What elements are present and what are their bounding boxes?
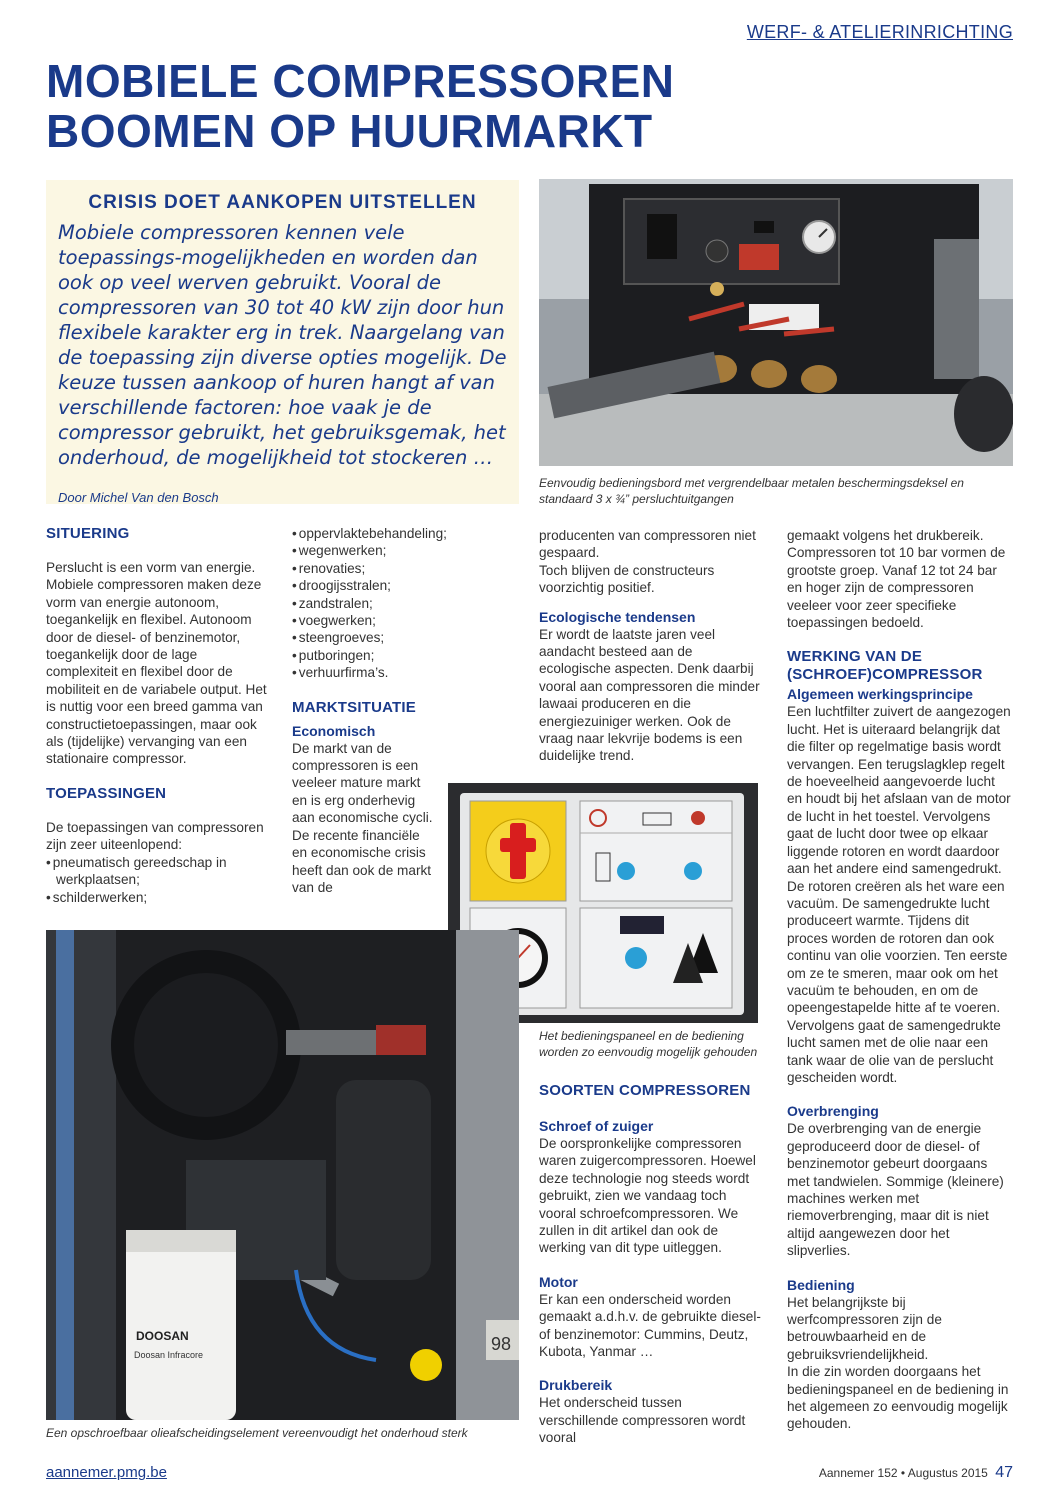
list-item: • renovaties;	[292, 560, 517, 577]
list-item: • verhuurfirma’s.	[292, 664, 517, 681]
list-item: • steengroeves;	[292, 629, 517, 646]
footer-website[interactable]: aannemer.pmg.be	[46, 1464, 167, 1481]
paragraph-bediening-2: In die zin worden doorgaans het bedieningspaneel en de bediening in het algemeen zo eenvoudig mogelijk gehouden.	[787, 1364, 1009, 1432]
paragraph-situering: Perslucht is een vorm van energie. Mobiele compressoren maken deze vorm van energie autonoom, toegankelijk en flexibel. Autonoom door de diesel- of benzinemotor, toegankelijk door de lage complexiteit en flexibel door de mobiliteit en de variabele output. Het is nuttig voor een breed gamma van constructietoepassingen, maar ook als (tijdelijke) vervanging van een stationaire compressor.	[46, 560, 267, 767]
paragraph-producenten: producenten van compressoren niet gespaard.	[539, 528, 756, 561]
column-3	[539, 527, 764, 765]
engine-photo	[46, 930, 519, 1420]
title-line-2: BOOMEN OP HUURMARKT	[46, 105, 653, 157]
title-line-1: MOBIELE COMPRESSOREN	[46, 55, 675, 107]
list-item: • oppervlaktebehandeling;	[292, 525, 517, 542]
list-item: • putboringen;	[292, 647, 517, 664]
paragraph-ecologisch: Er wordt de laatste jaren veel aandacht besteed aan de ecologische aspecten. Denk daarbij vooral aan compressoren die minder lawaai produceren en die energiezuiniger werken. Ook de vraag naar lekvrije bodems is een duidelijke trend.	[539, 626, 760, 764]
heading-schroef: Schroef of zuiger	[539, 1118, 654, 1134]
doosan-sublabel: Doosan Infracore	[134, 1350, 204, 1360]
paragraph-bediening-1: Het belangrijkste bij werfcompressoren zijn de betrouwbaarheid en de gebruiksvriendelijkheid.	[787, 1294, 942, 1362]
toepassingen-list-continued	[292, 525, 517, 682]
heading-overbrenging: Overbrenging	[787, 1103, 879, 1120]
paragraph-drukbereik: Het onderscheid tussen verschillende compressoren wordt vooral	[539, 1395, 746, 1446]
heading-ecologisch: Ecologische tendensen	[539, 608, 696, 625]
paragraph-motor: Er kan een onderscheid worden gemaakt a.d.h.v. de gebruikte diesel- of benzinemotor: Cummins, Deutz, Kubota, Yanmar …	[539, 1291, 761, 1360]
paragraph-economisch: De markt van de compressoren is een veeleer mature markt en is erg onderhevig aan economische cycli. De recente financiële en economische crisis heeft dan ook de markt van de	[292, 740, 433, 895]
heading-situering: SITUERING	[46, 525, 130, 542]
paragraph-constructeurs: Toch blijven de constructeurs voorzichtig positief.	[539, 562, 715, 596]
heading-algemeen: Algemeen werkingsprincipe	[787, 686, 973, 703]
paragraph-drukbereik-cont: gemaakt volgens het drukbereik. Compressoren tot 10 bar vormen de grootste groep. Vanaf 12 tot 24 bar en hoger zijn de compressoren veeleer voor zeer specifieke toepassingen bedoeld.	[787, 528, 1006, 631]
list-item: • schilderwerken;	[46, 889, 271, 906]
column-1	[46, 525, 271, 906]
heading-soorten: SOORTEN COMPRESSOREN	[539, 1082, 751, 1099]
intro-box	[46, 180, 519, 504]
section-label: WERF- & ATELIERINRICHTING	[746, 22, 1013, 42]
byline: Door Michel Van den Bosch	[58, 490, 219, 505]
list-item: • droogijsstralen;	[292, 577, 517, 594]
paragraph-schroef: De oorspronkelijke compressoren waren zuigercompressoren. Hoewel deze technologie nog steeds wordt gebruikt, zien we vandaag toch vooral schroefcompressoren. We zullen in dit artikel dan ook de werking van dit type uitleggen.	[539, 1136, 756, 1256]
list-item: • pneumatisch gereedschap in werkplaatsen;	[46, 854, 271, 889]
tag-number: 98	[491, 1334, 512, 1354]
heading-drukbereik: Drukbereik	[539, 1377, 613, 1394]
caption-engine: Een opschroefbaar olieafscheidingselement vereenvoudigt het onderhoud sterk	[46, 1426, 468, 1440]
control-board-photo	[539, 179, 1013, 466]
caption-control-panel: Het bedieningspaneel en de bediening worden zo eenvoudig mogelijk gehouden	[539, 1029, 758, 1059]
list-item: • wegenwerken;	[292, 542, 517, 559]
paragraph-algemeen-2: De rotoren creëren als het ware een vacuüm. De samengedrukte lucht produceert warmte. Tijdens dit proces worden de rotoren dan ook continu van olie voorzien. Ten eerste om ze te smeren, maar ook om het vacuüm te behouden, en om de opeengestapelde hitte af te voeren. Vervolgens gaat de samengedrukte lucht samen met de olie naar een tank waar de olie van de perslucht gescheiden wordt.	[787, 878, 1008, 1085]
heading-werking: WERKING VAN DE (SCHROEF)COMPRESSOR	[787, 648, 983, 684]
footer-issue	[819, 1464, 1013, 1482]
list-item: • zandstralen;	[292, 595, 517, 612]
doosan-label: DOOSAN	[136, 1329, 189, 1343]
heading-bediening: Bediening	[787, 1276, 855, 1293]
paragraph-overbrenging: De overbrenging van de energie geproduceerd door de diesel- of benzinemotor gebeurt doorgaans met tandwielen. Sommige (kleinere) machines werken met riemoverbrenging, maar dit is niet altijd aangewezen door het slipverlies.	[787, 1121, 1004, 1259]
page-title	[46, 56, 746, 156]
heading-toepassingen: TOEPASSINGEN	[46, 784, 167, 802]
list-item: • voegwerken;	[292, 612, 517, 629]
caption-control-board: Eenvoudig bedieningsbord met vergrendelbaar metalen beschermingsdeksel en standaard 3 x ¾” persluchtuitgangen	[539, 476, 964, 506]
column-4	[787, 527, 1013, 1433]
column-3-lower	[539, 1082, 764, 1447]
intro-heading: CRISIS DOET AANKOPEN UITSTELLEN	[88, 192, 477, 213]
toepassingen-list	[46, 854, 271, 906]
paragraph-algemeen-1: Een luchtfilter zuivert de aangezogen lucht. Het is uiteraard belangrijk dat die filter op regelmatige basis wordt vervangen. Een terugslagklep regelt de hoeveelheid aangevoerde lucht en houdt bij het afslaan van de motor de lucht in het toestel. Vervolgens gaat de lucht door twee op elkaar liggende rotoren en wordt daardoor aan het andere eind samengedrukt.	[787, 704, 1011, 877]
page-number: 47	[995, 1464, 1013, 1481]
paragraph-toepassingen: De toepassingen van compressoren zijn zeer uiteenlopend:	[46, 819, 264, 853]
intro-text: Mobiele compressoren kennen vele toepassings-mogelijkheden en worden dan ook op veel werven gebruikt. Vooral de compressoren van 30 tot 40 kW zijn door hun flexibele karakter erg in trek. Naargelang van de toepassing zijn diverse opties mogelijk. De keuze tussen aankoop of huren hangt af van verschillende factoren: hoe vaak je de compressor gebruikt, het gebruiksgemak, het onderhoud, de mogelijkheid tot stockeren …	[58, 221, 507, 469]
heading-motor: Motor	[539, 1273, 578, 1290]
heading-economisch: Economisch	[292, 722, 376, 739]
heading-marktsituatie: MARKTSITUATIE	[292, 698, 416, 716]
footer-issue-text: Aannemer 152 • Augustus 2015	[818, 1466, 988, 1480]
